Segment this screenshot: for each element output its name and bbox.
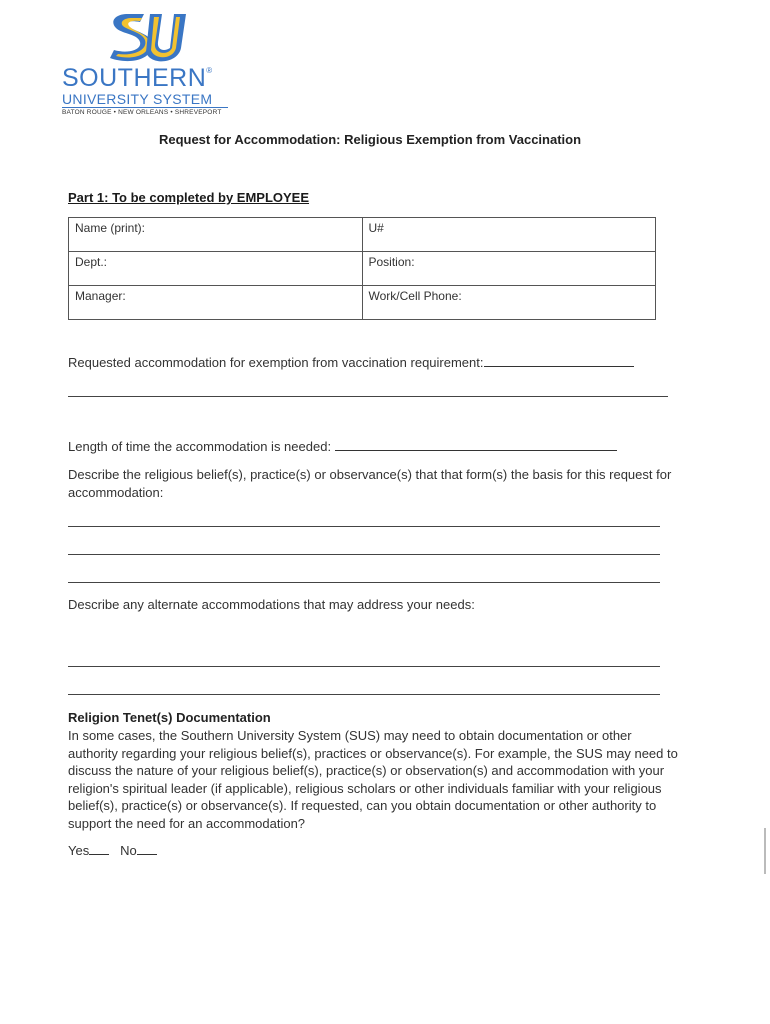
answer-line[interactable] — [68, 554, 660, 555]
no-blank[interactable] — [137, 842, 157, 855]
phone-field[interactable]: Work/Cell Phone: — [362, 286, 656, 320]
u-number-field[interactable]: U# — [362, 218, 656, 252]
yes-no-answer — [68, 842, 157, 858]
yes-label: Yes — [68, 843, 90, 858]
table-row — [69, 218, 656, 252]
position-field[interactable]: Position: — [362, 252, 656, 286]
su-logo-icon — [104, 8, 188, 66]
dept-field[interactable]: Dept.: — [69, 252, 363, 286]
part1-heading: Part 1: To be completed by EMPLOYEE — [68, 190, 310, 205]
yes-blank[interactable] — [89, 842, 109, 855]
answer-line[interactable] — [68, 582, 660, 583]
employee-info-table — [68, 217, 656, 320]
describe-alternate-prompt: Describe any alternate accommodations that may address your needs: — [68, 597, 475, 612]
length-prompt: Length of time the accommodation is needed: — [68, 438, 617, 454]
describe-belief-prompt: Describe the religious belief(s), practice(s) or observance(s) that that form(s) the basis for this request for accommodation: — [68, 467, 672, 500]
manager-field[interactable]: Manager: — [69, 286, 363, 320]
answer-line[interactable] — [68, 666, 660, 667]
logo-subtitle: UNIVERSITY SYSTEM — [62, 91, 213, 107]
requested-accommodation-prompt: Requested accommodation for exemption from vaccination requirement: — [68, 354, 634, 370]
logo-campuses: BATON ROUGE • NEW ORLEANS • SHREVEPORT — [62, 109, 222, 116]
document-title: Request for Accommodation: Religious Exemption from Vaccination — [158, 132, 582, 147]
tenets-heading: Religion Tenet(s) Documentation — [68, 710, 271, 725]
logo-divider — [62, 107, 228, 108]
table-row — [69, 286, 656, 320]
length-blank[interactable] — [335, 438, 617, 451]
name-field[interactable]: Name (print): — [69, 218, 363, 252]
no-label: No — [120, 843, 137, 858]
answer-line[interactable] — [68, 694, 660, 695]
page-edge-mark — [764, 828, 766, 874]
answer-line[interactable] — [68, 396, 668, 397]
table-row — [69, 252, 656, 286]
tenets-body: In some cases, the Southern University System (SUS) may need to obtain documentation or other authority regarding your religious belief(s), practices or observance(s). For example, the SUS may need to discuss the nature of your religious belief(s), practice(s) or observation(s) and accommodation with your religion's spiritual leader (if applicable), religious scholars or other individuals familiar with your religious belief(s), practice(s) or observance(s). If requested, can you obtain documentation or other authority to support the need for an accommodation? — [68, 728, 678, 831]
logo-brand: SOUTHERN® — [62, 64, 213, 92]
answer-line[interactable] — [68, 526, 660, 527]
requested-accommodation-blank[interactable] — [484, 354, 634, 367]
